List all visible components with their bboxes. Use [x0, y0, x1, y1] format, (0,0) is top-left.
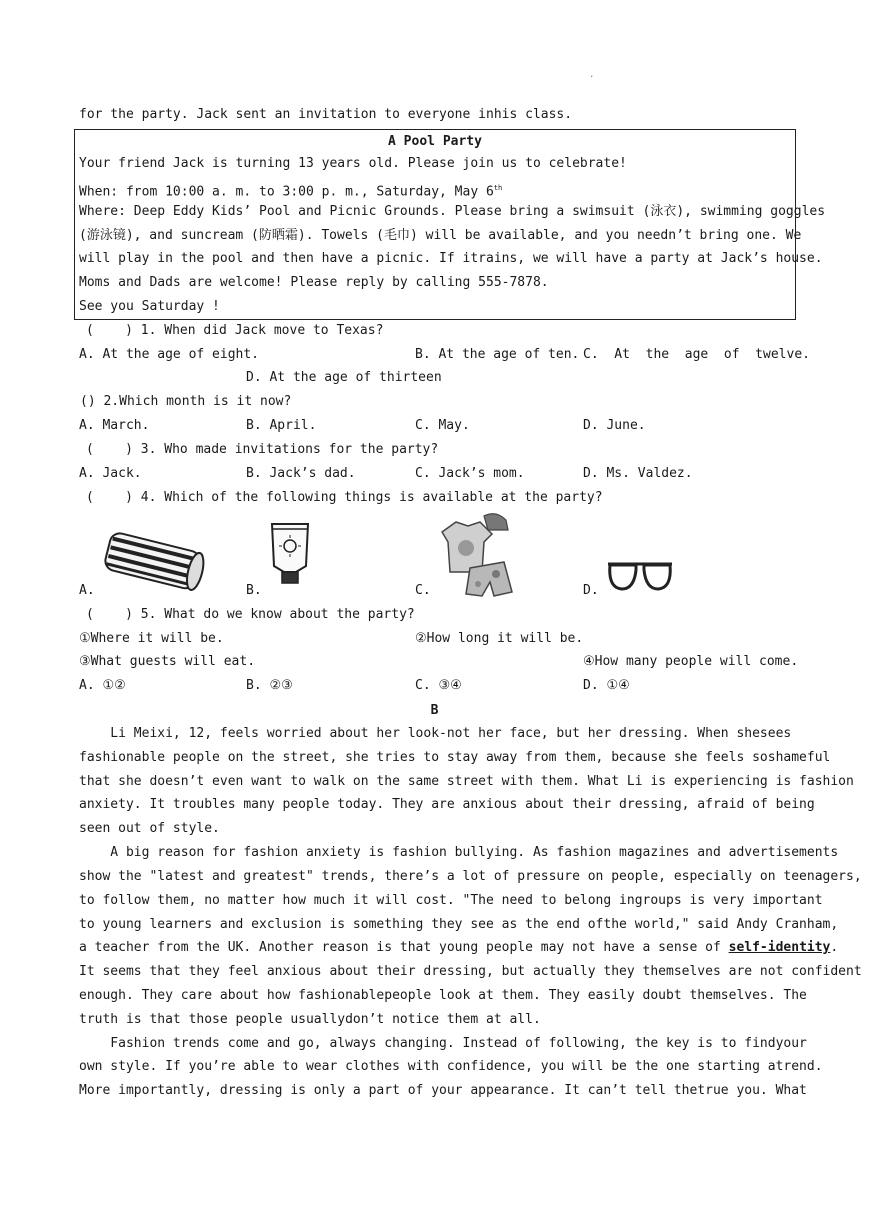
header-dot: . — [589, 70, 595, 80]
invitation-where: will play in the pool and then have a picnic. If itrains, we will have a party at Jack’s house. — [79, 251, 823, 266]
towel-icon — [100, 532, 206, 594]
passage-line: show the "latest and greatest" trends, there’s a lot of pressure on people, especially on teenagers, — [79, 869, 862, 884]
invitation-when-sup: th — [493, 184, 503, 192]
passage-text: a teacher from the UK. Another reason is that young people may not have a sense of — [79, 940, 721, 955]
option-a: A. At the age of eight. — [79, 347, 260, 362]
option-d: D. Ms. Valdez. — [583, 466, 693, 481]
option-b: B. Jack’s dad. — [246, 466, 356, 481]
passage-line: own style. If you’re able to wear clothes with confidence, you will be the one starting atrend. — [79, 1059, 823, 1074]
invitation-title: A Pool Party — [388, 134, 482, 149]
invitation-line: Your friend Jack is turning 13 years old. Please join us to celebrate! — [79, 156, 627, 171]
passage-line: to young learners and exclusion is something they see as the end ofthe world," said Andy Cranham, — [79, 917, 839, 932]
option-a: A. March. — [79, 418, 150, 433]
option-c: C. ③④ — [415, 678, 462, 693]
option-c: C. May. — [415, 418, 470, 433]
question-3: ( ) 3. Who made invitations for the party? — [86, 442, 439, 457]
passage-line: More importantly, dressing is only a part of your appearance. It can’t tell thetrue you. What — [79, 1083, 807, 1098]
passage-line — [79, 940, 838, 956]
passage-line: anxiety. It troubles many people today. They are anxious about their dressing, afraid of being — [79, 797, 815, 812]
passage-line: fashionable people on the street, she tries to stay away from them, because she feels soshameful — [79, 750, 831, 765]
passage-line: to follow them, no matter how much it will cost. "The need to belong ingroups is very important — [79, 893, 823, 908]
invitation-closing: See you Saturday ! — [79, 299, 220, 314]
passage-line: that she doesn’t even want to walk on the same street with them. What Li is experiencing is fashion — [79, 774, 854, 789]
passage-line: It seems that they feel anxious about their dressing, but actually they themselves are not confident — [79, 964, 862, 979]
option-b: B. At the age of ten. — [415, 347, 580, 362]
statement-2: ②How long it will be. — [415, 631, 584, 646]
option-d: D. ①④ — [583, 678, 630, 693]
option-d: D. June. — [583, 418, 646, 433]
intro-line: for the party. Jack sent an invitation to everyone inhis class. — [79, 107, 573, 122]
option-a: A. Jack. — [79, 466, 142, 481]
invitation-when-text: When: from 10:00 a. m. to 3:00 p. m., Saturday, May 6 — [79, 184, 494, 200]
option-b: B. April. — [246, 418, 317, 433]
passage-line: truth is that those people usuallydon’t notice them at all. — [79, 1012, 541, 1027]
statement-3: ③What guests will eat. — [79, 654, 256, 669]
option-b: B. ②③ — [246, 678, 293, 693]
option-b: B. — [246, 583, 262, 598]
passage-line: enough. They care about how fashionablepeople look at them. They easily doubt themselves. The — [79, 988, 807, 1003]
invitation-where: (游泳镜), and suncream (防晒霜). Towels (毛巾) will be available, and you needn’t bring one. We — [79, 228, 802, 243]
underlined-term: self-identity — [728, 940, 831, 955]
passage-punct: . — [830, 940, 839, 955]
option-a: A. — [79, 583, 95, 598]
statement-1: ①Where it will be. — [79, 631, 224, 646]
passage-line: A big reason for fashion anxiety is fashion bullying. As fashion magazines and advertisements — [79, 845, 839, 860]
option-d: D. — [583, 583, 599, 598]
option-c: C. At the age of twelve. — [583, 347, 810, 362]
invitation-when — [79, 180, 502, 200]
option-c: C. — [415, 583, 431, 598]
invitation-where: Where: Deep Eddy Kids’ Pool and Picnic Grounds. Please bring a swimsuit (泳衣), swimming goggles — [79, 204, 826, 219]
passage-line: Li Meixi, 12, feels worried about her look-not her face, but her dressing. When shesees — [79, 726, 792, 741]
passage-line: seen out of style. — [79, 821, 220, 836]
section-title: B — [430, 703, 439, 718]
question-2: () 2.Which month is it now? — [80, 394, 292, 409]
question-1: ( ) 1. When did Jack move to Texas? — [86, 323, 384, 338]
option-a: A. ①② — [79, 678, 126, 693]
question-4: ( ) 4. Which of the following things is available at the party? — [86, 490, 603, 505]
question-5: ( ) 5. What do we know about the party? — [86, 607, 415, 622]
goggles-icon — [604, 556, 676, 596]
invitation-where: Moms and Dads are welcome! Please reply by calling 555-7878. — [79, 275, 549, 290]
option-c: C. Jack’s mom. — [415, 466, 525, 481]
statement-4: ④How many people will come. — [583, 654, 799, 669]
invitation-box — [74, 129, 826, 320]
passage-line: Fashion trends come and go, always changing. Instead of following, the key is to findyour — [79, 1036, 807, 1051]
swimsuit-icon — [434, 512, 516, 598]
option-d: D. At the age of thirteen — [246, 370, 442, 385]
suncream-icon — [266, 520, 314, 586]
